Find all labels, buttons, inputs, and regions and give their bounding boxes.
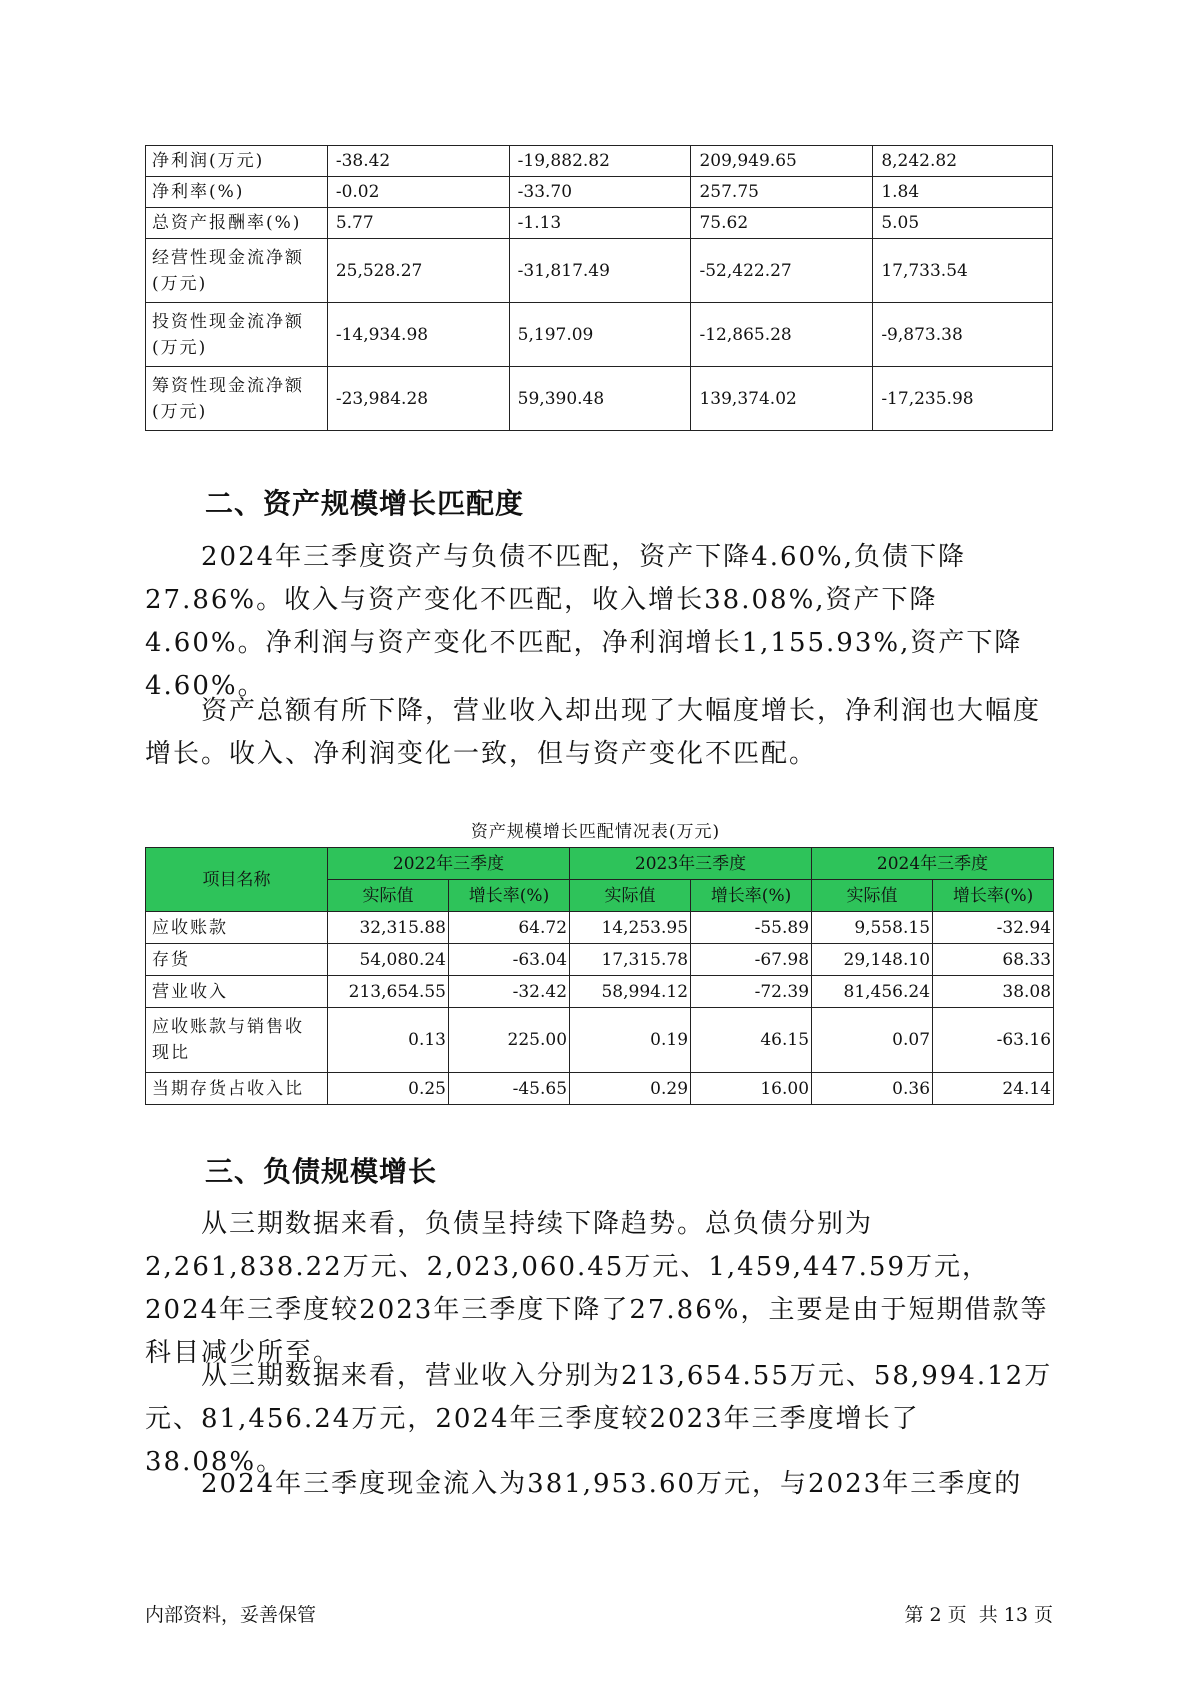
row-label: 总资产报酬率(%) [146, 208, 328, 239]
table-row [146, 146, 1053, 177]
cell: -33.70 [509, 177, 691, 208]
cell: 0.19 [570, 1008, 691, 1073]
cell: 5,197.09 [509, 303, 691, 367]
cell: -38.42 [327, 146, 509, 177]
header-actual: 实际值 [328, 880, 449, 912]
row-label: 存货 [146, 944, 328, 976]
cell: 38.08 [933, 976, 1054, 1008]
row-label: 经营性现金流净额(万元) [146, 239, 328, 303]
row-label: 筹资性现金流净额(万元) [146, 367, 328, 431]
cell: 0.13 [328, 1008, 449, 1073]
asset-growth-match-table [145, 847, 1054, 1105]
cell: 5.05 [873, 208, 1053, 239]
footer-page-number: 第 2 页 共 13 页 [904, 1604, 1053, 1626]
header-growth: 增长率(%) [933, 880, 1054, 912]
cell: 1.84 [873, 177, 1053, 208]
table-row [146, 177, 1053, 208]
cell: -32.42 [449, 976, 570, 1008]
row-label: 营业收入 [146, 976, 328, 1008]
header-actual: 实际值 [812, 880, 933, 912]
body-paragraph: 2024年三季度现金流入为381,953.60万元，与2023年三季度的 [201, 1469, 1023, 1499]
cell: 0.29 [570, 1073, 691, 1105]
cell: -45.65 [449, 1073, 570, 1105]
cell: 29,148.10 [812, 944, 933, 976]
cell: 58,994.12 [570, 976, 691, 1008]
cell: -31,817.49 [509, 239, 691, 303]
body-paragraph: 从三期数据来看，营业收入分别为213,654.55万元、58,994.12万元、81,456.24万元，2024年三季度较2023年三季度增长了38.08%。 [145, 1361, 1053, 1477]
section-heading: 三、负债规模增长 [205, 1155, 438, 1188]
cell: -55.89 [691, 912, 812, 944]
row-label: 投资性现金流净额(万元) [146, 303, 328, 367]
cell: 64.72 [449, 912, 570, 944]
table-row [146, 976, 1054, 1008]
cell: -12,865.28 [691, 303, 873, 367]
table-row [146, 208, 1053, 239]
cell: 46.15 [691, 1008, 812, 1073]
cell: 81,456.24 [812, 976, 933, 1008]
cell: 17,315.78 [570, 944, 691, 976]
cell: 24.14 [933, 1073, 1054, 1105]
cell: 9,558.15 [812, 912, 933, 944]
cell: -63.04 [449, 944, 570, 976]
cell: 8,242.82 [873, 146, 1053, 177]
cell: -17,235.98 [873, 367, 1053, 431]
table-row [146, 367, 1053, 431]
cell: 16.00 [691, 1073, 812, 1105]
cell: 225.00 [449, 1008, 570, 1073]
body-paragraph: 从三期数据来看，负债呈持续下降趋势。总负债分别为2,261,838.22万元、2,023,060.45万元、1,459,447.59万元，2024年三季度较2023年三季度下降了27.86%，主要是由于短期借款等科目减少所至。 [145, 1209, 1049, 1368]
header-period: 2022年三季度 [328, 848, 570, 880]
row-label: 应收账款与销售收现比 [146, 1008, 328, 1073]
table-row [146, 944, 1054, 976]
cell: 25,528.27 [327, 239, 509, 303]
header-actual: 实际值 [570, 880, 691, 912]
cell: 54,080.24 [328, 944, 449, 976]
header-growth: 增长率(%) [449, 880, 570, 912]
header-growth: 增长率(%) [691, 880, 812, 912]
cell: -19,882.82 [509, 146, 691, 177]
table-row [146, 1073, 1054, 1105]
cell: 75.62 [691, 208, 873, 239]
body-paragraph: 2024年三季度资产与负债不匹配，资产下降4.60%,负债下降27.86%。收入与资产变化不匹配，收入增长38.08%,资产下降4.60%。净利润与资产变化不匹配，净利润增长1,155.93%,资产下降4.60%。 [145, 542, 1023, 701]
table-header-row [146, 848, 1054, 880]
table-row [146, 912, 1054, 944]
body-paragraph: 资产总额有所下降，营业收入却出现了大幅度增长，净利润也大幅度增长。收入、净利润变化一致，但与资产变化不匹配。 [145, 696, 1042, 769]
cell: 257.75 [691, 177, 873, 208]
cell: 139,374.02 [691, 367, 873, 431]
cell: 5.77 [327, 208, 509, 239]
row-label: 净利润(万元) [146, 146, 328, 177]
cell: -9,873.38 [873, 303, 1053, 367]
cell: 68.33 [933, 944, 1054, 976]
cell: -23,984.28 [327, 367, 509, 431]
cell: 0.36 [812, 1073, 933, 1105]
row-label: 应收账款 [146, 912, 328, 944]
footer-confidential-note: 内部资料，妥善保管 [145, 1604, 317, 1626]
row-label: 当期存货占收入比 [146, 1073, 328, 1105]
cell: -32.94 [933, 912, 1054, 944]
cell: 17,733.54 [873, 239, 1053, 303]
table-row [146, 239, 1053, 303]
row-label: 净利率(%) [146, 177, 328, 208]
table-row [146, 303, 1053, 367]
cell: 213,654.55 [328, 976, 449, 1008]
section-heading: 二、资产规模增长匹配度 [205, 487, 525, 520]
header-period: 2023年三季度 [570, 848, 812, 880]
cell: -72.39 [691, 976, 812, 1008]
cell: -14,934.98 [327, 303, 509, 367]
cell: -52,422.27 [691, 239, 873, 303]
header-period: 2024年三季度 [812, 848, 1054, 880]
cell: 209,949.65 [691, 146, 873, 177]
cell: -0.02 [327, 177, 509, 208]
cell: 59,390.48 [509, 367, 691, 431]
cell: 0.07 [812, 1008, 933, 1073]
cell: -67.98 [691, 944, 812, 976]
cell: 32,315.88 [328, 912, 449, 944]
table-caption: 资产规模增长匹配情况表(万元) [470, 822, 721, 842]
financial-indicators-table [145, 145, 1053, 431]
cell: -63.16 [933, 1008, 1054, 1073]
header-item-name: 项目名称 [146, 848, 328, 912]
table-row [146, 1008, 1054, 1073]
cell: -1.13 [509, 208, 691, 239]
cell: 14,253.95 [570, 912, 691, 944]
cell: 0.25 [328, 1073, 449, 1105]
